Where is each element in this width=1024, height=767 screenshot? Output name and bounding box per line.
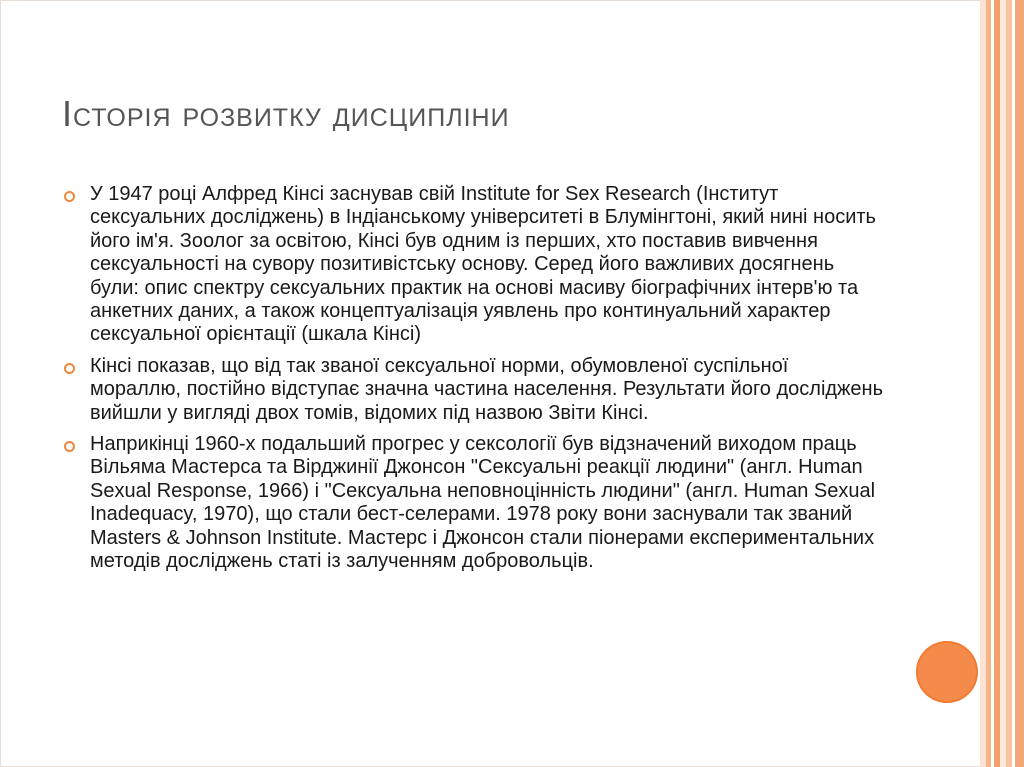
slide-body <box>64 183 884 582</box>
bullet-item <box>64 183 884 347</box>
decorative-circle <box>916 641 978 703</box>
bullet-ring-icon <box>64 191 75 202</box>
decorative-stripes <box>980 0 1024 767</box>
slide-title: Історія розвитку дисципліни <box>62 93 510 134</box>
bullet-text: Кінсі показав, що від так званої сексуальної норми, обумовленої суспільної мораллю, постійно відступає значна частина населення. Результати його досліджень вийшли у вигляді двох томів, відомих під назвою Звіти Кінсі. <box>90 354 884 424</box>
bullet-ring-icon <box>64 441 75 452</box>
bullet-item <box>64 433 884 573</box>
bullet-item <box>64 355 884 425</box>
bullet-ring-icon <box>64 363 75 374</box>
bullet-text: Наприкінці 1960-х подальший прогрес у сексології був відзначений виходом праць Вільяма Мастерса та Вірджинії Джонсон "Сексуальні реакції людини" (англ. Human Sexual Response, 1966) і "Сексуальна неповноцінність людини" (англ. Human Sexual Inadequacy, 1970), що стали бест-селерами. 1978 року вони заснували так званий Masters & Johnson Institute. Мастерс і Джонсон стали піонерами експериментальних методів досліджень статі із залученням добровольців. <box>90 433 876 573</box>
stripe <box>1015 0 1024 767</box>
bullet-text: У 1947 році Алфред Кінсі заснував свій Institute for Sex Research (Інститут сексуальних досліджень) в Індіанському університеті в Блумінгтоні, який нині носить його ім'я. Зоолог за освітою, Кінсі був одним із перших, хто поставив вивчення сексуальності на сувору позитивістську основу. Серед його важливих досягнень були: опис спектру сексуальних практик на основі масиву біографічних інтерв'ю та анкетних даних, а також концептуалізація уявлень про континуальний характер сексуальної орієнтації (шкала Кінсі) <box>90 183 876 346</box>
